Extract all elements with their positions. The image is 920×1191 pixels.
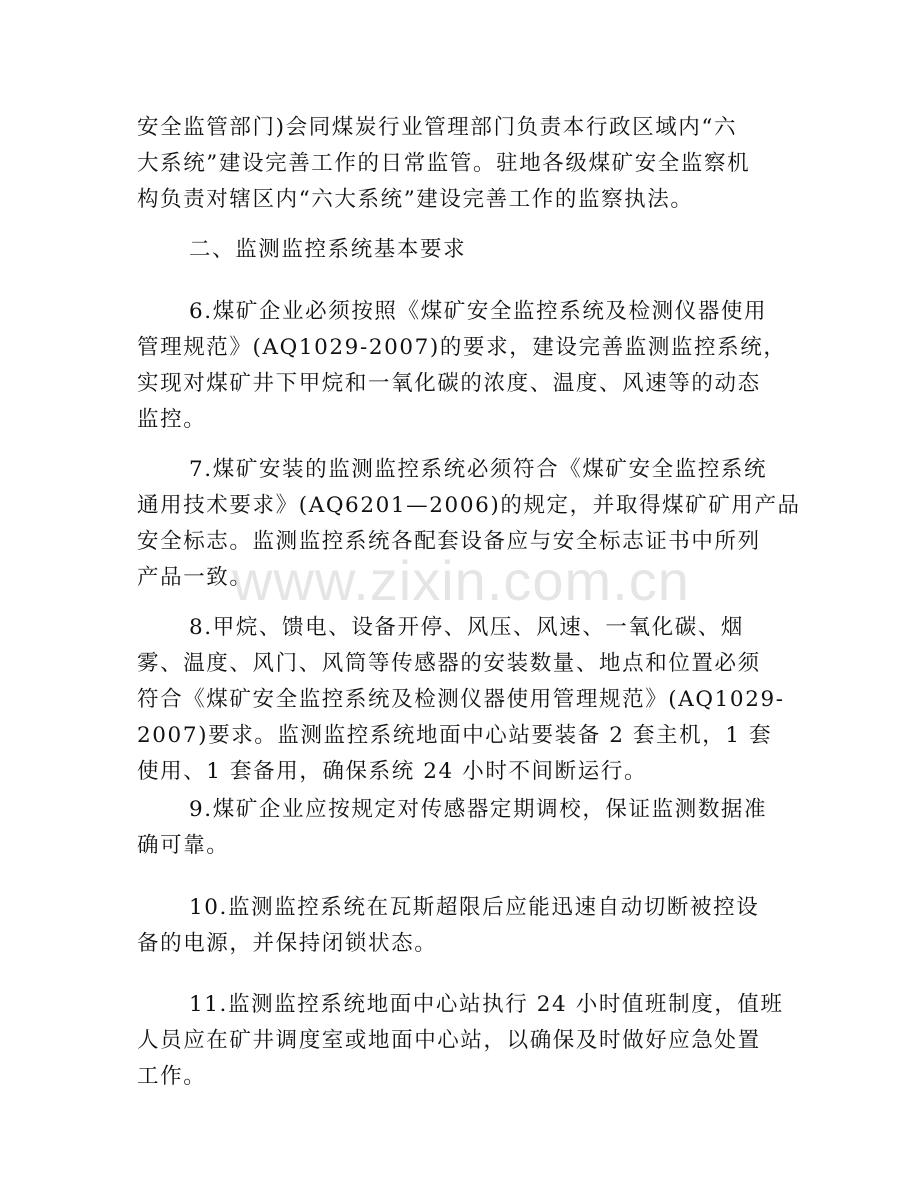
text-line: 使用、1 套备用，确保系统 24 小时不间断运行。 bbox=[137, 759, 648, 784]
text-line: 人员应在矿井调度室或地面中心站，以确保及时做好应急处置 bbox=[137, 1028, 761, 1053]
text-line: 符合《煤矿安全监控系统及检测仪器使用管理规范》(AQ1029- bbox=[137, 687, 785, 712]
paragraph-item-9 bbox=[137, 792, 787, 864]
text-line: 安全监管部门)会同煤炭行业管理部门负责本行政区域内“六 bbox=[137, 115, 738, 140]
paragraph-item-11 bbox=[137, 987, 787, 1095]
heading-text: 二、监测监控系统基本要求 bbox=[189, 237, 467, 262]
text-line: 雾、温度、风门、风筒等传感器的安装数量、地点和位置必须 bbox=[137, 651, 761, 676]
text-line: 2007)要求。监测监控系统地面中心站要装备 2 套主机，1 套 bbox=[137, 723, 773, 748]
text-line: 10.监测监控系统在瓦斯超限后应能迅速自动切断被控设 bbox=[189, 895, 760, 920]
paragraph-item-10 bbox=[137, 890, 787, 962]
text-line: 构负责对辖区内“六大系统”建设完善工作的监察执法。 bbox=[137, 187, 694, 212]
paragraph-item-8 bbox=[137, 610, 787, 790]
section-heading bbox=[137, 232, 787, 268]
watermark: www.zixin.com.cn bbox=[232, 549, 690, 612]
text-line: 工作。 bbox=[137, 1064, 207, 1089]
text-line: 备的电源，并保持闭锁状态。 bbox=[137, 931, 438, 956]
text-line: 管理规范》(AQ1029-2007)的要求，建设完善监测监控系统， bbox=[137, 335, 787, 360]
text-line: 9.煤矿企业应按规定对传感器定期调校，保证监测数据准 bbox=[189, 797, 768, 822]
text-line: 实现对煤矿井下甲烷和一氧化碳的浓度、温度、风速等的动态 bbox=[137, 371, 761, 396]
text-line: 通用技术要求》(AQ6201—2006)的规定，并取得煤矿矿用产品 bbox=[137, 493, 801, 518]
text-line: 监控。 bbox=[137, 407, 207, 432]
text-line: 产品一致。 bbox=[137, 565, 253, 590]
text-line: 安全标志。监测监控系统各配套设备应与安全标志证书中所列 bbox=[137, 529, 761, 554]
paragraph-item-6 bbox=[137, 294, 787, 438]
paragraph-continuation bbox=[137, 110, 787, 218]
text-line: 大系统”建设完善工作的日常监管。驻地各级煤矿安全监察机 bbox=[137, 151, 751, 176]
text-line: 11.监测监控系统地面中心站执行 24 小时值班制度，值班 bbox=[189, 992, 784, 1017]
text-line: 7.煤矿安装的监测监控系统必须符合《煤矿安全监控系统 bbox=[189, 457, 768, 482]
text-line: 6.煤矿企业必须按照《煤矿安全监控系统及检测仪器使用 bbox=[189, 299, 768, 324]
text-line: 8.甲烷、馈电、设备开停、风压、风速、一氧化碳、烟 bbox=[189, 615, 745, 640]
text-line: 确可靠。 bbox=[137, 833, 230, 858]
